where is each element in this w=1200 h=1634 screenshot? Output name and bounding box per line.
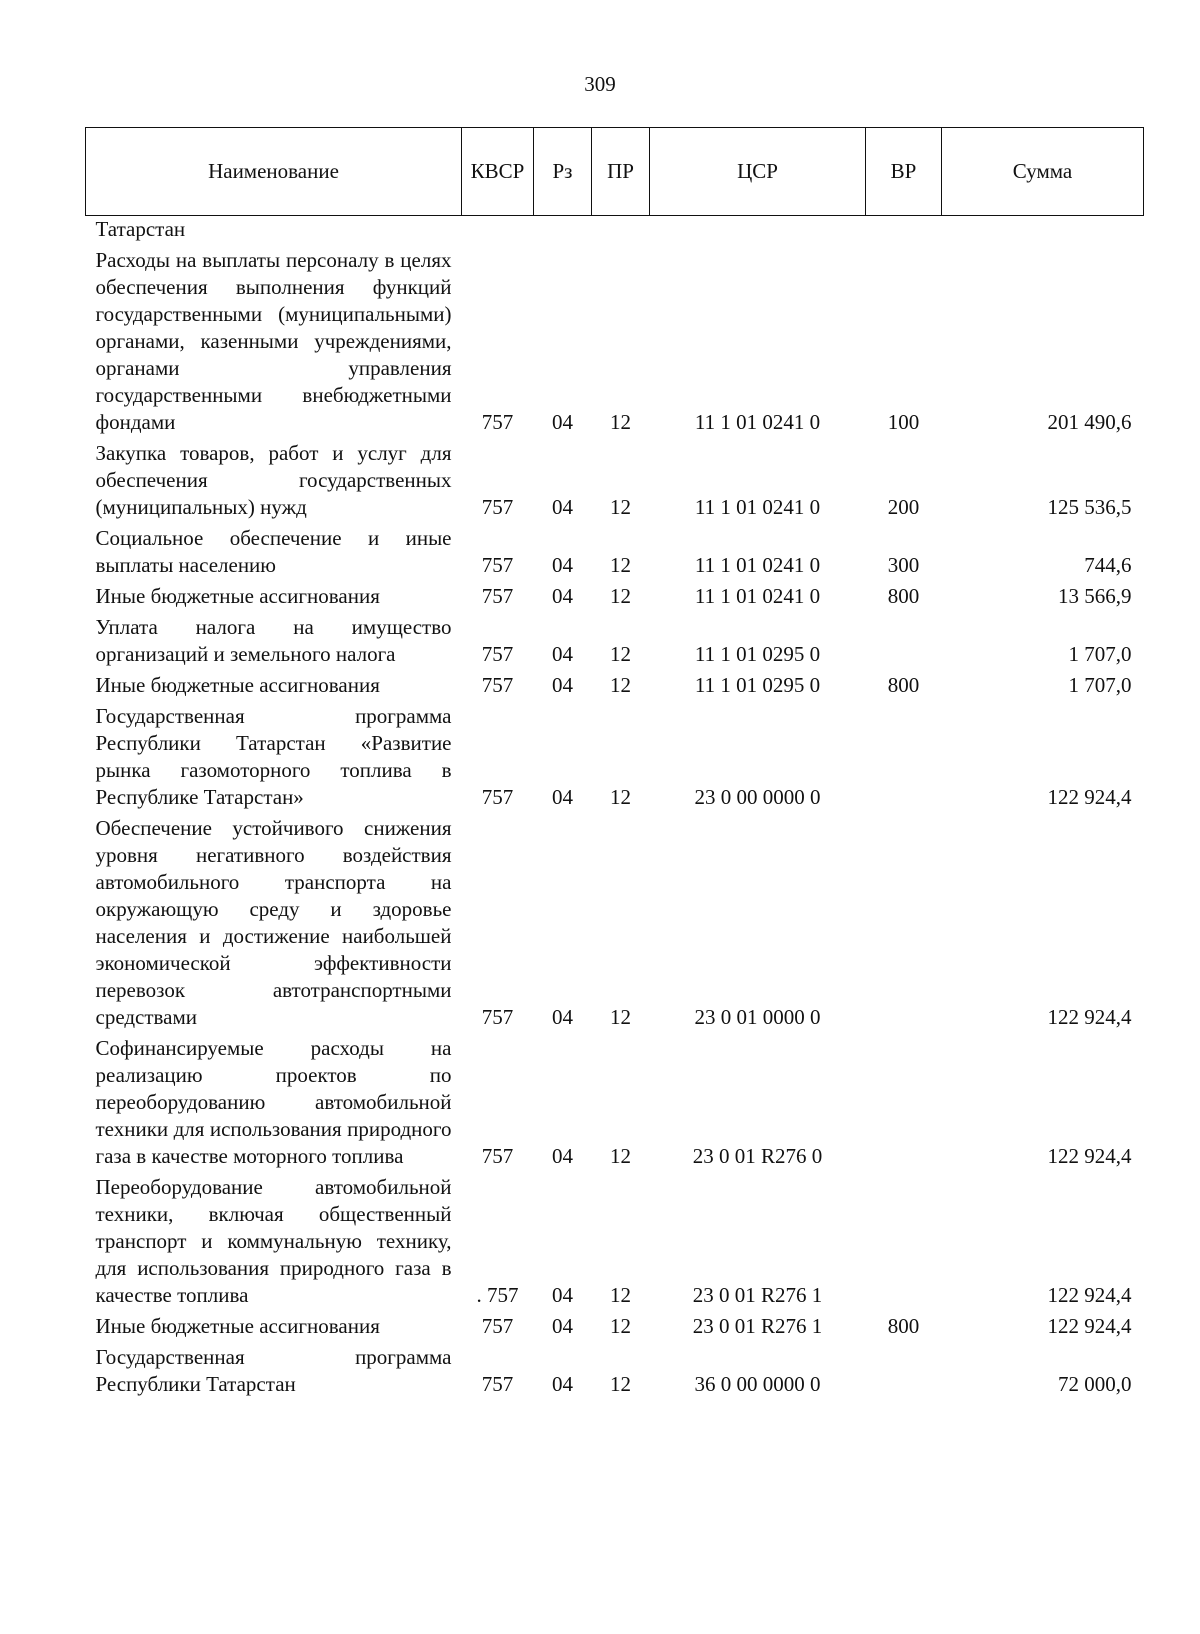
cell-sum: 122 924,4 [1047,1144,1132,1168]
table-row [86,1309,1144,1340]
cell-vr [866,1031,942,1170]
cell-name: Закупка товаров, работ и услуг для обеспечения государственных (муниципальных) нужд [95,441,452,519]
header-sum: Сумма [942,128,1144,216]
table-row [86,811,1144,1031]
cell-pr: 12 [610,1005,631,1029]
cell-name: Социальное обеспечение и иные выплаты населению [95,526,452,577]
cell-sum: 122 924,4 [1047,1314,1132,1338]
header-kvsr: КВСР [462,128,534,216]
header-vr: ВР [866,128,942,216]
cell-pr: 12 [610,1283,631,1307]
cell-pr: 12 [610,785,631,809]
cell-pr: 12 [610,673,631,697]
cell-csr: 11 1 01 0295 0 [694,642,821,666]
cell-rz: 04 [552,495,573,519]
cell-rz: 04 [552,1372,573,1396]
table-row [86,436,1144,521]
cell-rz: 04 [552,1144,573,1168]
header-name: Наименование [86,128,462,216]
cell-name: Софинансируемые расходы на реализацию проектов по переоборудованию автомобильной техники для использования природного газа в качестве моторного топлива [95,1036,452,1168]
table-row [86,1340,1144,1398]
cell-pr: 12 [610,642,631,666]
cell-csr: 36 0 00 0000 0 [694,1372,821,1396]
cell-rz: 04 [552,1283,573,1307]
cell-vr: 100 [887,410,920,434]
cell-rz: 04 [552,673,573,697]
cell-sum: 13 566,9 [1058,584,1132,608]
header-pr: ПР [592,128,650,216]
cell-pr: 12 [610,584,631,608]
cell-name: Иные бюджетные ассигнования [95,584,380,608]
table-row [86,668,1144,699]
cell-csr [650,216,866,244]
cell-kvsr: 757 [481,1144,514,1168]
table-row [86,699,1144,811]
cell-kvsr: 757 [481,673,514,697]
cell-rz: 04 [552,584,573,608]
cell-kvsr: 757 [481,1314,514,1338]
cell-pr [592,216,650,244]
cell-sum: 122 924,4 [1047,1283,1132,1307]
cell-rz: 04 [552,553,573,577]
cell-vr [866,216,942,244]
budget-table [85,127,1144,1398]
cell-vr: 800 [887,584,920,608]
table-row [86,243,1144,436]
cell-rz: 04 [552,785,573,809]
table-row [86,521,1144,579]
cell-name: Расходы на выплаты персоналу в целях обеспечения выполнения функций государственными (муниципальными) органами, казенными учреждениями, органами управления государственными внебюджетными фондами [95,248,452,434]
cell-sum: 744,6 [1084,553,1132,577]
cell-name: Переоборудование автомобильной техники, включая общественный транспорт и коммунальную технику, для использования природного газа в качестве топлива [95,1175,452,1307]
table-row [86,1031,1144,1170]
cell-pr: 12 [610,1314,631,1338]
cell-kvsr: 757 [481,495,514,519]
cell-kvsr [462,216,534,244]
cell-name: Государственная программа Республики Татарстан «Развитие рынка газомоторного топлива в Республике Татарстан» [95,704,452,809]
cell-sum: 1 707,0 [1068,642,1132,666]
cell-kvsr: 757 [481,785,514,809]
cell-sum [942,216,1144,244]
cell-csr: 23 0 00 0000 0 [694,785,821,809]
cell-vr [866,610,942,668]
cell-rz: 04 [552,1314,573,1338]
cell-vr: 800 [887,1314,920,1338]
cell-sum: 72 000,0 [1058,1372,1132,1396]
cell-name: Иные бюджетные ассигнования [95,673,380,697]
table-header-row [86,128,1144,216]
cell-sum: 1 707,0 [1068,673,1132,697]
cell-name: Иные бюджетные ассигнования [95,1314,380,1338]
cell-kvsr: 757 [481,584,514,608]
cell-vr [866,1340,942,1398]
cell-vr: 300 [887,553,920,577]
cell-pr: 12 [610,1144,631,1168]
cell-name: Государственная программа Республики Татарстан [95,1345,452,1396]
table-row [86,1170,1144,1309]
cell-csr: 23 0 01 0000 0 [694,1005,821,1029]
cell-name: Татарстан [95,217,186,241]
cell-name: Уплата налога на имущество организаций и земельного налога [95,615,452,666]
cell-sum: 125 536,5 [1047,495,1132,519]
cell-csr: 23 0 01 R276 1 [692,1283,823,1307]
cell-vr [866,1170,942,1309]
cell-sum: 201 490,6 [1047,410,1132,434]
cell-vr [866,699,942,811]
cell-kvsr: 757 [481,1372,514,1396]
cell-vr: 800 [887,673,920,697]
header-rz: Рз [534,128,592,216]
cell-name: Обеспечение устойчивого снижения уровня негативного воздействия автомобильного транспорта на окружающую среду и здоровье населения и достижение наибольшей экономической эффективности перевозок автотранспортными средствами [95,816,452,1029]
cell-pr: 12 [610,1372,631,1396]
cell-pr: 12 [610,410,631,434]
cell-kvsr: 757 [481,553,514,577]
cell-csr: 11 1 01 0241 0 [694,553,821,577]
cell-sum: 122 924,4 [1047,785,1132,809]
cell-rz: 04 [552,1005,573,1029]
table-row [86,610,1144,668]
cell-rz [534,216,592,244]
cell-csr: 11 1 01 0241 0 [694,495,821,519]
cell-rz: 04 [552,410,573,434]
cell-pr: 12 [610,495,631,519]
table-body [86,216,1144,1399]
cell-csr: 11 1 01 0241 0 [694,410,821,434]
cell-csr: 23 0 01 R276 1 [692,1314,823,1338]
cell-rz: 04 [552,642,573,666]
cell-csr: 11 1 01 0295 0 [694,673,821,697]
page-number: 309 [584,72,616,96]
cell-kvsr: 757 [481,642,514,666]
cell-kvsr: 757 [481,410,514,434]
cell-sum: 122 924,4 [1047,1005,1132,1029]
cell-vr: 200 [887,495,920,519]
table-row [86,579,1144,610]
cell-pr: 12 [610,553,631,577]
cell-kvsr: 757 [481,1005,514,1029]
cell-csr: 23 0 01 R276 0 [692,1144,823,1168]
cell-csr: 11 1 01 0241 0 [694,584,821,608]
table-row [86,216,1144,244]
header-csr: ЦСР [650,128,866,216]
cell-kvsr: . 757 [476,1283,519,1307]
cell-vr [866,811,942,1031]
